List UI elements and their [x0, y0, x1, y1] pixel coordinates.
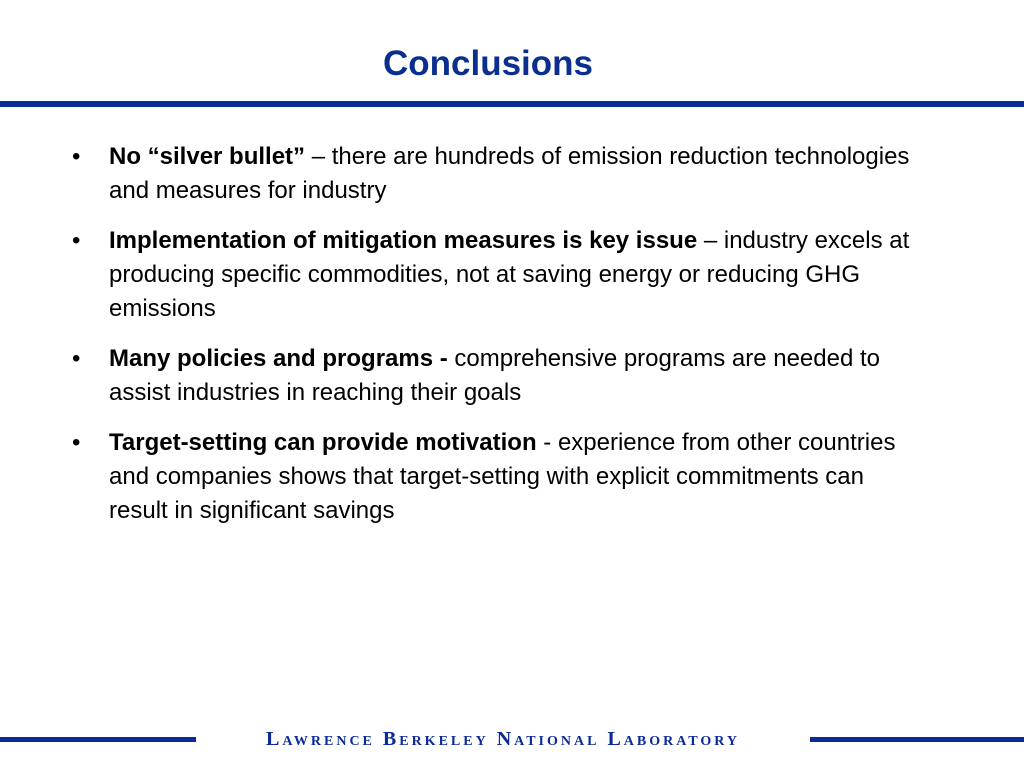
bullet-item [0, 342, 1024, 410]
bullet-text: – there are hundreds of emission reduction technologies and measures for industry [109, 143, 910, 204]
bullet-lead: Many policies and programs - [109, 345, 448, 372]
bullet-text: comprehensive programs are needed to assist industries in reaching their goals [109, 345, 880, 406]
bullet-dot-icon: • [72, 345, 81, 372]
bullet-text: – industry excels at producing specific commodities, not at saving energy or reducing GHG emissions [109, 227, 910, 322]
footer-banner [0, 726, 1024, 752]
bullet-item [0, 224, 1024, 326]
bullet-lead: Target-setting can provide motivation [109, 429, 537, 456]
bullet-list [0, 140, 1024, 544]
slide-title: Conclusions [382, 44, 594, 83]
bullet-text: - experience from other countries and companies shows that target-setting with explicit commitments can result in significant savings [109, 429, 896, 524]
bullet-dot-icon: • [72, 227, 81, 254]
bullet-lead: Implementation of mitigation measures is key issue [109, 227, 698, 254]
footer-rule-right [810, 737, 1024, 742]
bullet-dot-icon: • [72, 429, 81, 456]
bullet-item [0, 140, 1024, 208]
bullet-dot-icon: • [72, 143, 81, 170]
bullet-lead: No “silver bullet” [109, 143, 306, 170]
bullet-item [0, 426, 1024, 528]
footer-rule-left [0, 737, 196, 742]
title-divider [0, 101, 1024, 107]
footer-lab-name: Lawrence Berkeley National Laboratory [265, 728, 741, 750]
